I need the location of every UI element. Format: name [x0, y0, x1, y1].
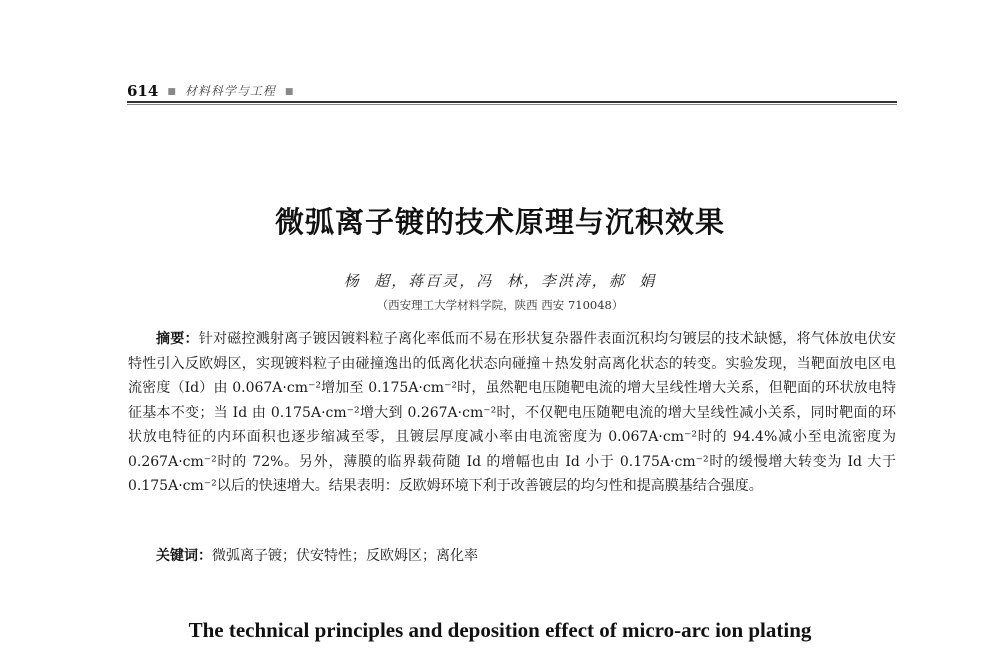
page-number: 614	[127, 82, 159, 100]
paper-title: 微弧离子镀的技术原理与沉积效果	[274, 205, 725, 239]
header-separator: ■	[167, 87, 176, 97]
keywords	[128, 545, 896, 565]
header-rule-thin	[127, 104, 897, 105]
affiliation: （西安理工大学材料学院，陕西 西安 710048）	[376, 298, 624, 312]
abstract	[128, 327, 896, 499]
abstract-label: 摘要：	[156, 331, 199, 347]
keywords-label: 关键词：	[156, 548, 212, 564]
header-rule	[127, 101, 897, 103]
abstract-text: 针对磁控溅射离子镀因镀料粒子离化率低而不易在形状复杂器件表面沉积均匀镀层的技术缺憾，将气体放电伏安特性引入反欧姆区，实现镀料粒子由碰撞逸出的低离化状态向碰撞＋热发射高离化状态的转变。实验发现，当靶面放电区电流密度（Id）由 0.067A·cm⁻²增加至 0.175A·cm⁻²时，虽然靶电压随靶电流的增大呈线性增大关系，但靶面的环状放电特征基本不变；当 Id 由 0.175A·cm⁻²增大到 0.267A·cm⁻²时，不仅靶电压随靶电流的增大呈线性减小关系，同时靶面的环状放电特征的内环面积也逐步缩减至零，且镀层厚度减小率由电流密度为 0.067A·cm⁻²时的 94.4%减小至电流密度为 0.267A·cm⁻²时的 72%。另外，薄膜的临界载荷随 Id 的增幅也由 Id 小于 0.175A·cm⁻²时的缓慢增大转变为 Id 大于 0.175A·cm⁻²以后的快速增大。结果表明：反欧姆环境下利于改善镀层的均匀性和提高膜基结合强度。	[128, 331, 897, 494]
running-header	[127, 80, 897, 100]
keywords-text: 微弧离子镀；伏安特性；反欧姆区；离化率	[212, 548, 478, 564]
journal-name: 材料科学与工程	[184, 84, 276, 98]
header-separator-end: ■	[284, 87, 294, 97]
english-title: The technical principles and deposition effect of micro-arc ion plating	[188, 618, 812, 642]
author-list: 杨 超，蒋百灵，冯 林，李洪涛，郝 娟	[343, 272, 657, 290]
